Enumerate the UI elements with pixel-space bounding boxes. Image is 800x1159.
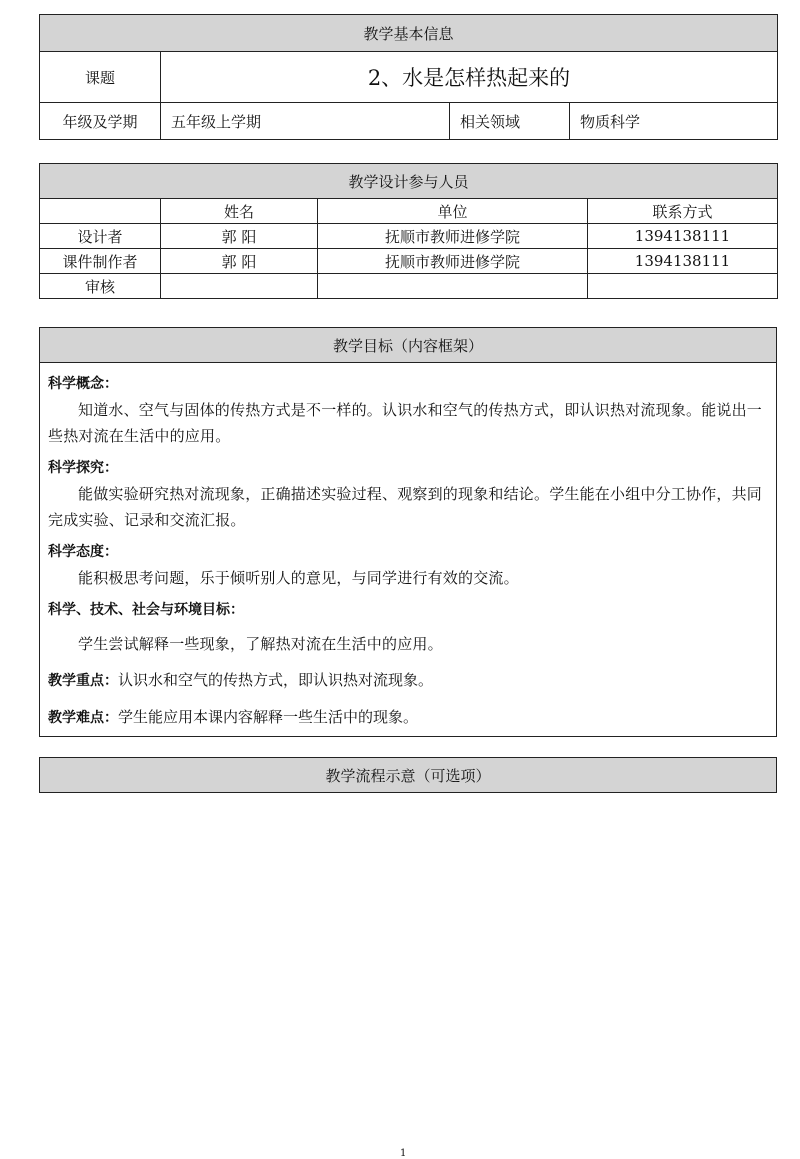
sts-text: 学生尝试解释一些现象，了解热对流在生活中的应用。 — [78, 635, 443, 653]
concept-title: 科学概念： — [48, 376, 118, 392]
concept-section — [48, 371, 770, 449]
topic-label: 课题 — [40, 52, 161, 103]
attitude-section — [48, 539, 770, 591]
staff-contact: 1394138111 — [588, 249, 778, 274]
staff-unit — [318, 274, 588, 299]
staff-role: 课件制作者 — [40, 249, 161, 274]
staff-name: 郭 阳 — [161, 249, 318, 274]
concept-text: 知道水、空气与固体的传热方式是不一样的。认识水和空气的传热方式，即认识热对流现象。能说出一些热对流在生活中的应用。 — [48, 401, 763, 445]
staff-contact: 1394138111 — [588, 224, 778, 249]
objectives-table — [39, 327, 777, 737]
key-point — [48, 667, 770, 694]
flow-table — [39, 757, 777, 793]
table-row — [40, 224, 778, 249]
flow-header: 教学流程示意（可选项） — [40, 758, 777, 793]
staff-name — [161, 274, 318, 299]
staff-unit: 抚顺市教师进修学院 — [318, 224, 588, 249]
staff-contact — [588, 274, 778, 299]
inquiry-text: 能做实验研究热对流现象，正确描述实验过程、观察到的现象和结论。学生能在小组中分工协作，共同完成实验、记录和交流汇报。 — [48, 485, 763, 529]
staff-col-empty — [40, 199, 161, 224]
field-label: 相关领域 — [450, 103, 570, 140]
topic-value: 2、水是怎样热起来的 — [161, 52, 778, 103]
inquiry-title: 科学探究： — [48, 460, 118, 476]
staff-role: 设计者 — [40, 224, 161, 249]
difficult-text: 学生能应用本课内容解释一些生活中的现象。 — [118, 708, 419, 726]
grade-value: 五年级上学期 — [161, 103, 450, 140]
basic-info-header: 教学基本信息 — [40, 15, 778, 52]
staff-role: 审核 — [40, 274, 161, 299]
inquiry-section — [48, 455, 770, 533]
staff-col-contact: 联系方式 — [588, 199, 778, 224]
grade-label: 年级及学期 — [40, 103, 161, 140]
staff-col-unit: 单位 — [318, 199, 588, 224]
sts-section — [48, 597, 770, 657]
attitude-text: 能积极思考问题，乐于倾听别人的意见，与同学进行有效的交流。 — [78, 569, 519, 587]
table-row — [40, 249, 778, 274]
key-title: 教学重点： — [48, 673, 118, 689]
staff-name: 郭 阳 — [161, 224, 318, 249]
field-value: 物质科学 — [570, 103, 778, 140]
staff-table — [39, 163, 778, 299]
difficult-point — [48, 704, 770, 731]
objectives-content — [40, 363, 777, 737]
difficult-title: 教学难点： — [48, 710, 118, 726]
key-text: 认识水和空气的传热方式，即认识热对流现象。 — [118, 671, 434, 689]
staff-header: 教学设计参与人员 — [40, 164, 778, 199]
sts-title: 科学、技术、社会与环境目标： — [48, 602, 244, 618]
objectives-header: 教学目标（内容框架） — [40, 328, 777, 363]
page-number: 1 — [400, 1148, 407, 1159]
staff-col-name: 姓名 — [161, 199, 318, 224]
basic-info-table — [39, 14, 778, 140]
attitude-title: 科学态度： — [48, 544, 118, 560]
staff-unit: 抚顺市教师进修学院 — [318, 249, 588, 274]
table-row — [40, 274, 778, 299]
